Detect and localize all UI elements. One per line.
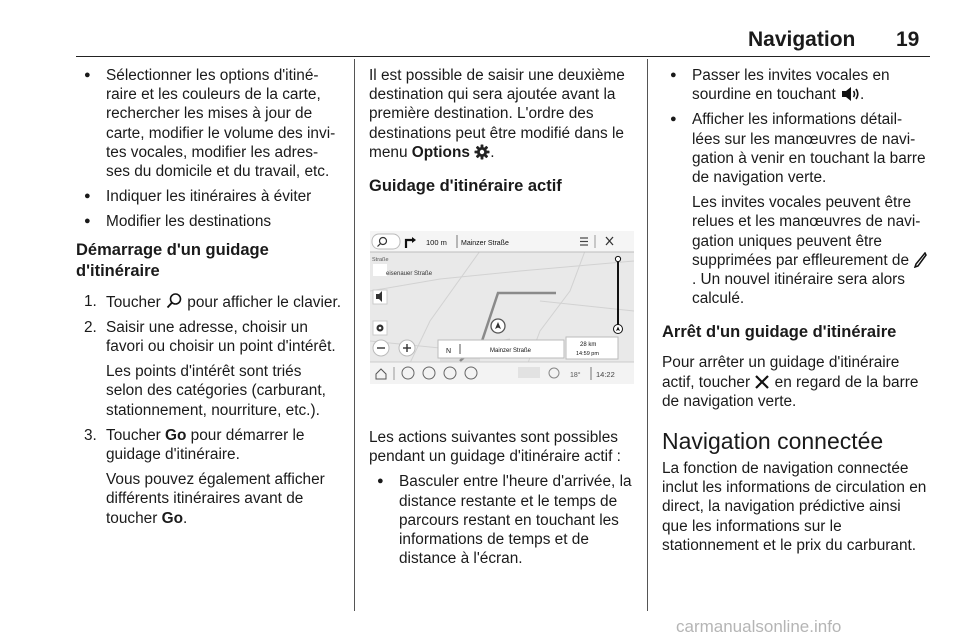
- note-post: .: [183, 509, 188, 527]
- para-pre: Pour arrêter un guidage d'itinéraire actif, toucher: [662, 354, 900, 391]
- note-post: . Un nouvel itinéraire sera alors calculé.: [692, 271, 906, 308]
- watermark: carmanualsonline.info: [676, 617, 842, 636]
- header-rule: [76, 56, 930, 57]
- go-label: Go: [161, 509, 183, 527]
- step-number: 2.: [84, 318, 97, 336]
- current-street: Mainzer Straße: [490, 348, 532, 354]
- options-label: Options: [411, 143, 470, 161]
- section-heading: Arrêt d'un guidage d'itinéraire: [662, 323, 897, 342]
- section-heading: Démarrage d'un guidage d'itinéraire: [76, 240, 269, 280]
- search-icon: [165, 292, 183, 310]
- para-pre: Il est possible de saisir une deuxième destination qui sera ajoutée avant la première destination. L'ordre des destinations peut être modifié dans le menu: [369, 67, 625, 161]
- step-1: [76, 292, 342, 312]
- note-pre: Vous pouvez également afficher différents itinéraires avant de toucher: [106, 471, 325, 527]
- remaining-distance: 28 km: [580, 342, 597, 348]
- navigation-screen-image: [370, 231, 634, 384]
- connected-paragraph: La fonction de navigation connectée inclut les informations de circulation en direct, la navigation prédictive ainsi que les informations sur le stationnement et le prix du carburant.: [662, 460, 927, 554]
- temperature: 18°: [570, 372, 581, 379]
- para-post: en regard de la barre de navigation verte.: [662, 373, 919, 410]
- turn-distance: 100 m: [426, 238, 447, 247]
- column-divider-1: [354, 59, 355, 611]
- bullet-post: .: [860, 86, 865, 104]
- page-header-title: Navigation: [748, 28, 856, 51]
- page-number: 19: [896, 28, 920, 51]
- map-street-label: eisenauer Straße: [386, 271, 433, 277]
- note-pre: Les invites vocales peuvent être relues et les manœuvres de navi-gation uniques peuvent être supprimées par effleurement de: [692, 194, 921, 269]
- arrival-time: 14:59 pm: [576, 351, 599, 357]
- para-post: .: [490, 143, 495, 161]
- step-number: 3.: [84, 426, 97, 444]
- next-street: Mainzer Straße: [461, 240, 509, 247]
- bullet-item: ● Sélectionner les options d'itiné-raire et les couleurs de la carte, rechercher les mises à jour de carte, modifier le volume des invi-tes vocales, modifier les adres-ses du domicile et du travail, etc.: [76, 66, 342, 181]
- heading-indicator: N: [446, 348, 452, 355]
- column-1: [76, 66, 342, 534]
- step-text-pre: Toucher: [106, 293, 166, 311]
- section-title: Navigation connectée: [662, 428, 884, 455]
- status-indicator: [518, 367, 540, 378]
- bullet-item: [662, 66, 930, 104]
- step-text-pre: Toucher: [106, 426, 166, 444]
- column-divider-2: [647, 59, 648, 611]
- step-text-post: pour démarrer le guidage d'itinéraire.: [106, 426, 305, 464]
- step-note: [76, 470, 342, 528]
- column-2: [369, 66, 635, 207]
- actions-paragraph: Les actions suivantes sont possibles pendant un guidage d'itinéraire actif :: [369, 429, 621, 466]
- intro-paragraph: [369, 66, 635, 162]
- step-3: [76, 426, 342, 464]
- bullet-item: ● Indiquer les itinéraires à éviter: [76, 187, 342, 206]
- stop-paragraph: [662, 353, 930, 411]
- step-text-post: pour afficher le clavier.: [183, 293, 342, 311]
- bullet-item: ● Modifier les destinations: [76, 212, 342, 231]
- step-number: 1.: [84, 292, 97, 310]
- bullet-item: ● Afficher les informations détail-lées sur les manœuvres de navi-gation à venir en touchant la barre de navigation verte.: [662, 110, 930, 187]
- bullet-pre: Passer les invites vocales en sourdine en touchant: [692, 67, 890, 104]
- clock: 14:22: [596, 370, 615, 379]
- step-note: Les points d'intérêt sont triés selon des catégories (carburant, stationnement, nourriture, etc.).: [106, 363, 326, 419]
- column-3: [662, 66, 930, 555]
- step-2: [76, 318, 342, 356]
- close-icon: [754, 374, 770, 390]
- speaker-icon: [840, 86, 860, 102]
- go-label: Go: [165, 426, 187, 444]
- map-street-label: Straße: [372, 257, 389, 263]
- bullet-item: ● Basculer entre l'heure d'arrivée, la distance restante et le temps de parcours restant en touchant les informations de temps et de distance à l'écran.: [369, 472, 635, 568]
- gear-icon: [474, 144, 490, 160]
- step-text: Saisir une adresse, choisir un favori ou choisir un point d'intérêt.: [106, 318, 336, 356]
- column-2-lower: [369, 428, 635, 574]
- swipe-stroke-icon: [913, 252, 927, 268]
- section-heading: Guidage d'itinéraire actif: [369, 177, 562, 196]
- bullet-note: [662, 193, 930, 308]
